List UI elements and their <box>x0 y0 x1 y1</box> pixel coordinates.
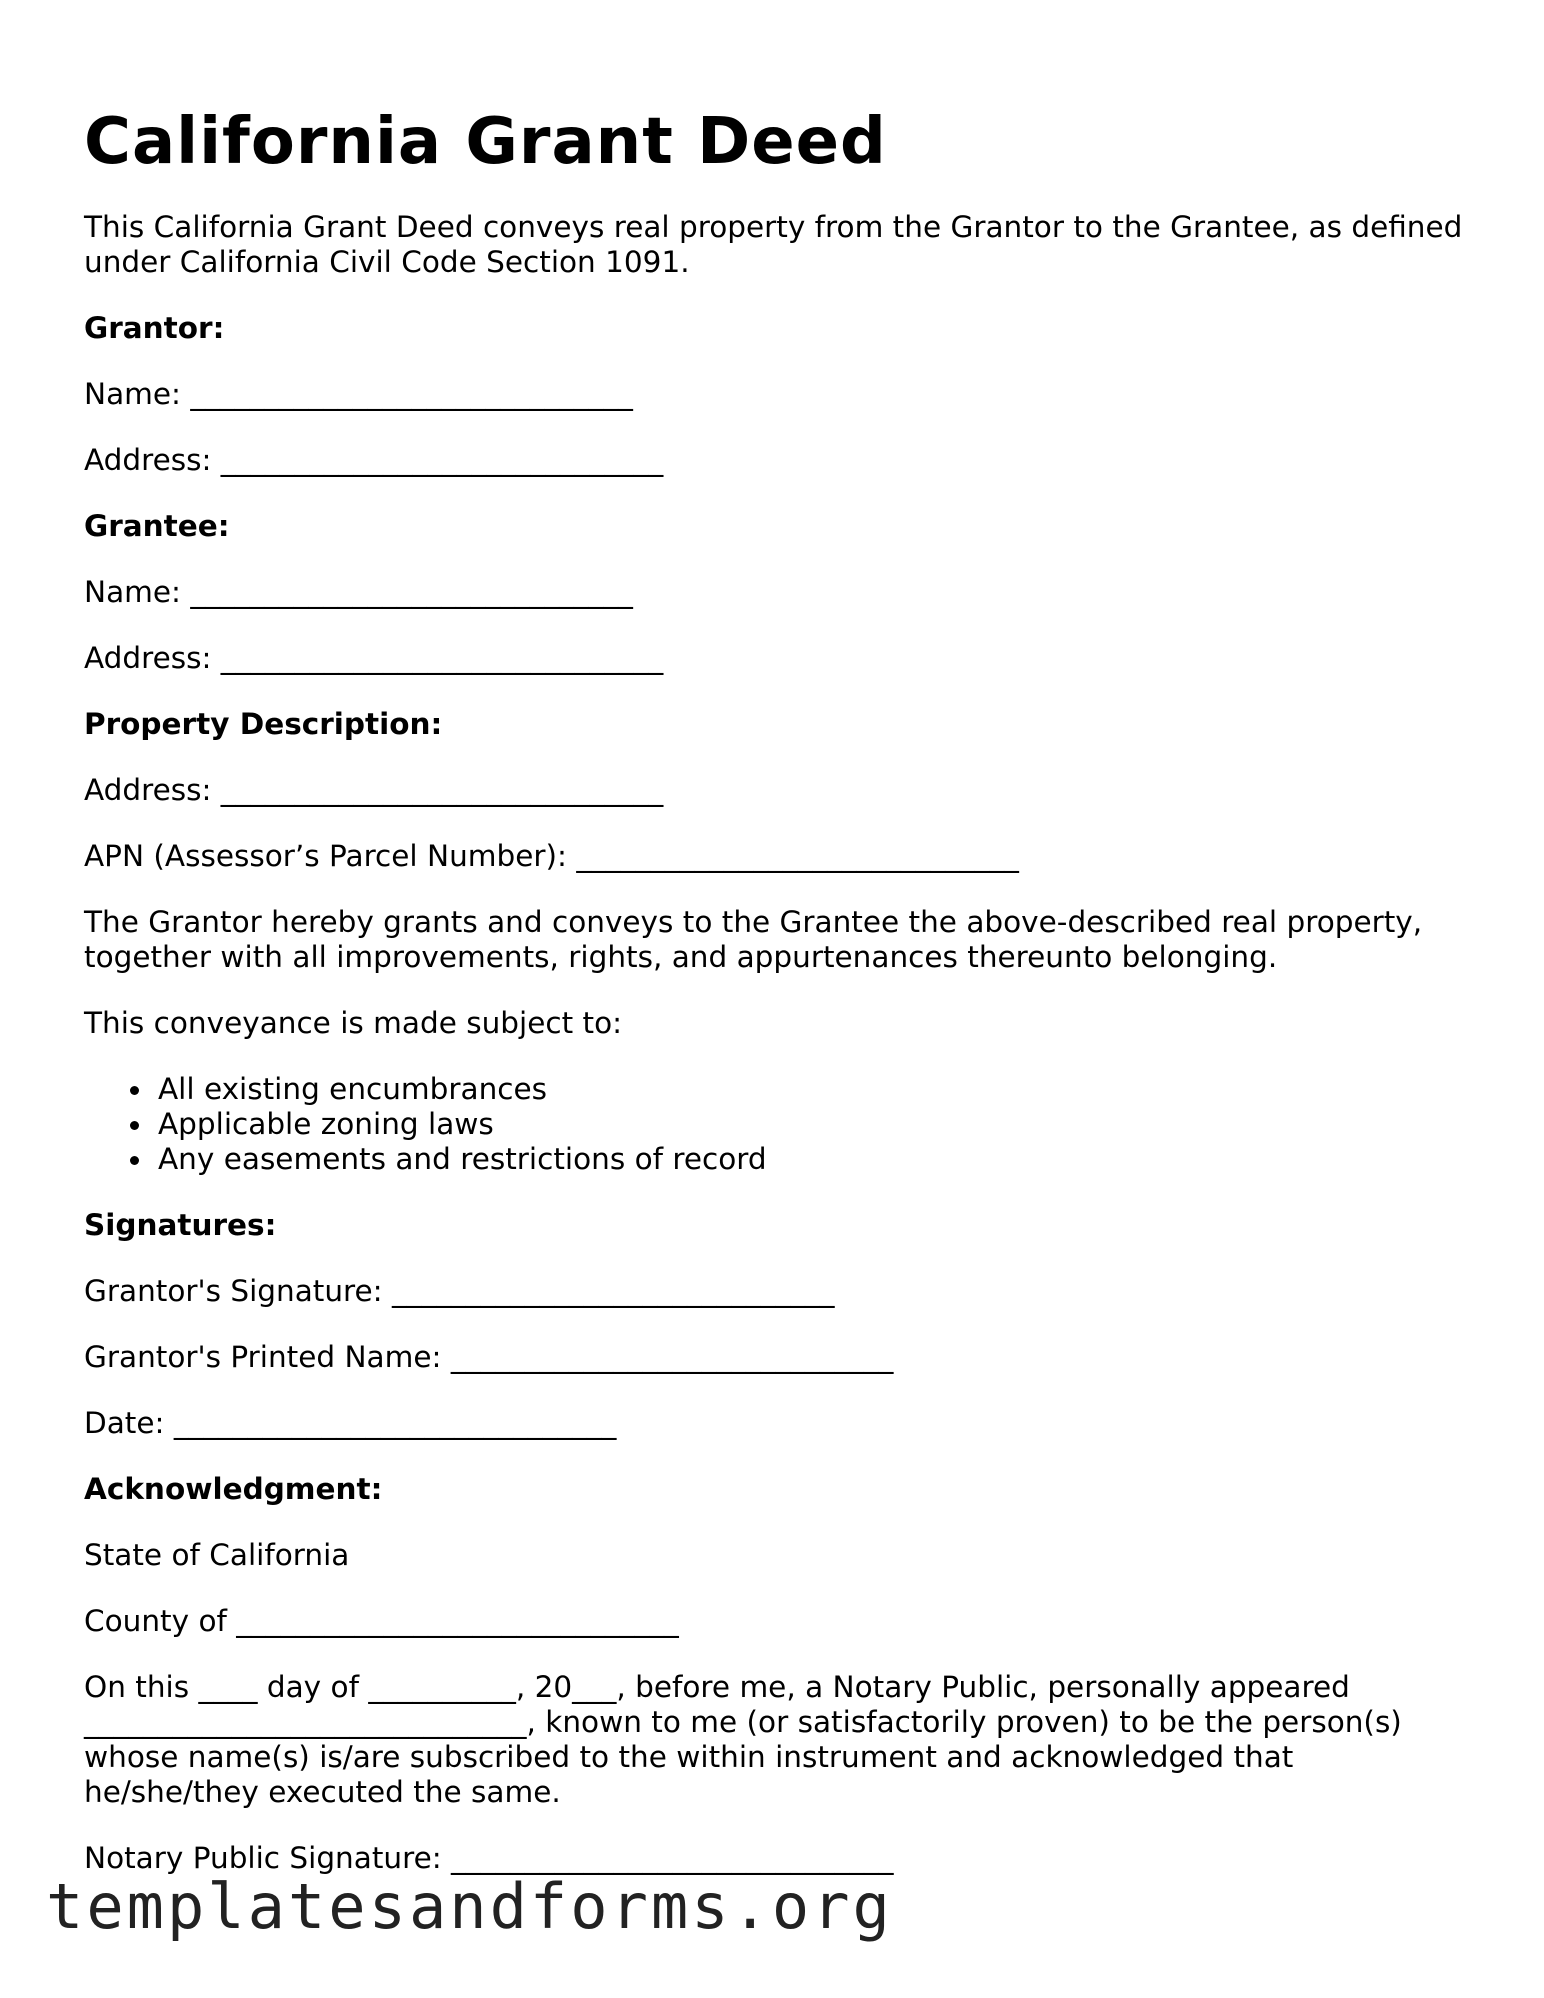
list-item <box>158 1142 1474 1177</box>
watermark-text: templatesandforms.org <box>46 1870 893 1943</box>
list-item-text: Any easements and restrictions of record <box>158 1142 767 1176</box>
grantor-name-field[interactable]: Name: ______________________________ <box>84 377 633 411</box>
grantor-signature-field[interactable]: Grantor's Signature: ______________________________ <box>84 1274 835 1308</box>
bullet-icon <box>130 1086 139 1095</box>
grantor-printed-name-field[interactable]: Grantor's Printed Name: ______________________________ <box>84 1340 894 1374</box>
subject-intro: This conveyance is made subject to: <box>84 1006 623 1040</box>
conveyance-paragraph: The Grantor hereby grants and conveys to the Grantee the above-described real property, together with all improvements, rights, and appurtenances thereunto belonging. <box>84 905 1423 974</box>
property-address-field[interactable]: Address: ______________________________ <box>84 773 664 807</box>
grantor-heading: Grantor: <box>84 311 225 345</box>
notary-signature-field[interactable]: Notary Public Signature: ______________________________ <box>84 1841 894 1875</box>
acknowledgment-heading: Acknowledgment: <box>84 1472 383 1506</box>
list-item <box>158 1072 1474 1107</box>
grantee-name-field[interactable]: Name: ______________________________ <box>84 575 633 609</box>
bullet-icon <box>130 1121 139 1130</box>
bullet-icon <box>130 1156 139 1165</box>
grantee-heading: Grantee: <box>84 509 230 543</box>
list-item <box>158 1107 1474 1142</box>
date-field[interactable]: Date: ______________________________ <box>84 1406 617 1440</box>
county-field[interactable]: County of ______________________________ <box>84 1604 679 1638</box>
apn-field[interactable]: APN (Assessor’s Parcel Number): ______________________________ <box>84 839 1019 873</box>
signatures-heading: Signatures: <box>84 1208 277 1242</box>
grantee-address-field[interactable]: Address: ______________________________ <box>84 641 664 675</box>
property-heading: Property Description: <box>84 707 443 741</box>
acknowledgment-paragraph: On this ____ day of __________, 20___, before me, a Notary Public, personally appeared ______________________________, known to me (or satisfactorily proven) to be the person(s) whose name(s) is/are subscribed to the within instrument and acknowledged that he/she/they executed the same. <box>84 1670 1402 1809</box>
state-line: State of California <box>84 1538 350 1572</box>
document-title: California Grant Deed <box>84 105 887 179</box>
subject-list <box>84 1072 1474 1177</box>
grantor-address-field[interactable]: Address: ______________________________ <box>84 443 664 477</box>
list-item-text: All existing encumbrances <box>158 1072 548 1106</box>
intro-paragraph: This California Grant Deed conveys real property from the Grantor to the Grantee, as defined under California Civil Code Section 1091. <box>84 210 1463 279</box>
deed-document <box>84 104 1474 1876</box>
list-item-text: Applicable zoning laws <box>158 1107 494 1141</box>
